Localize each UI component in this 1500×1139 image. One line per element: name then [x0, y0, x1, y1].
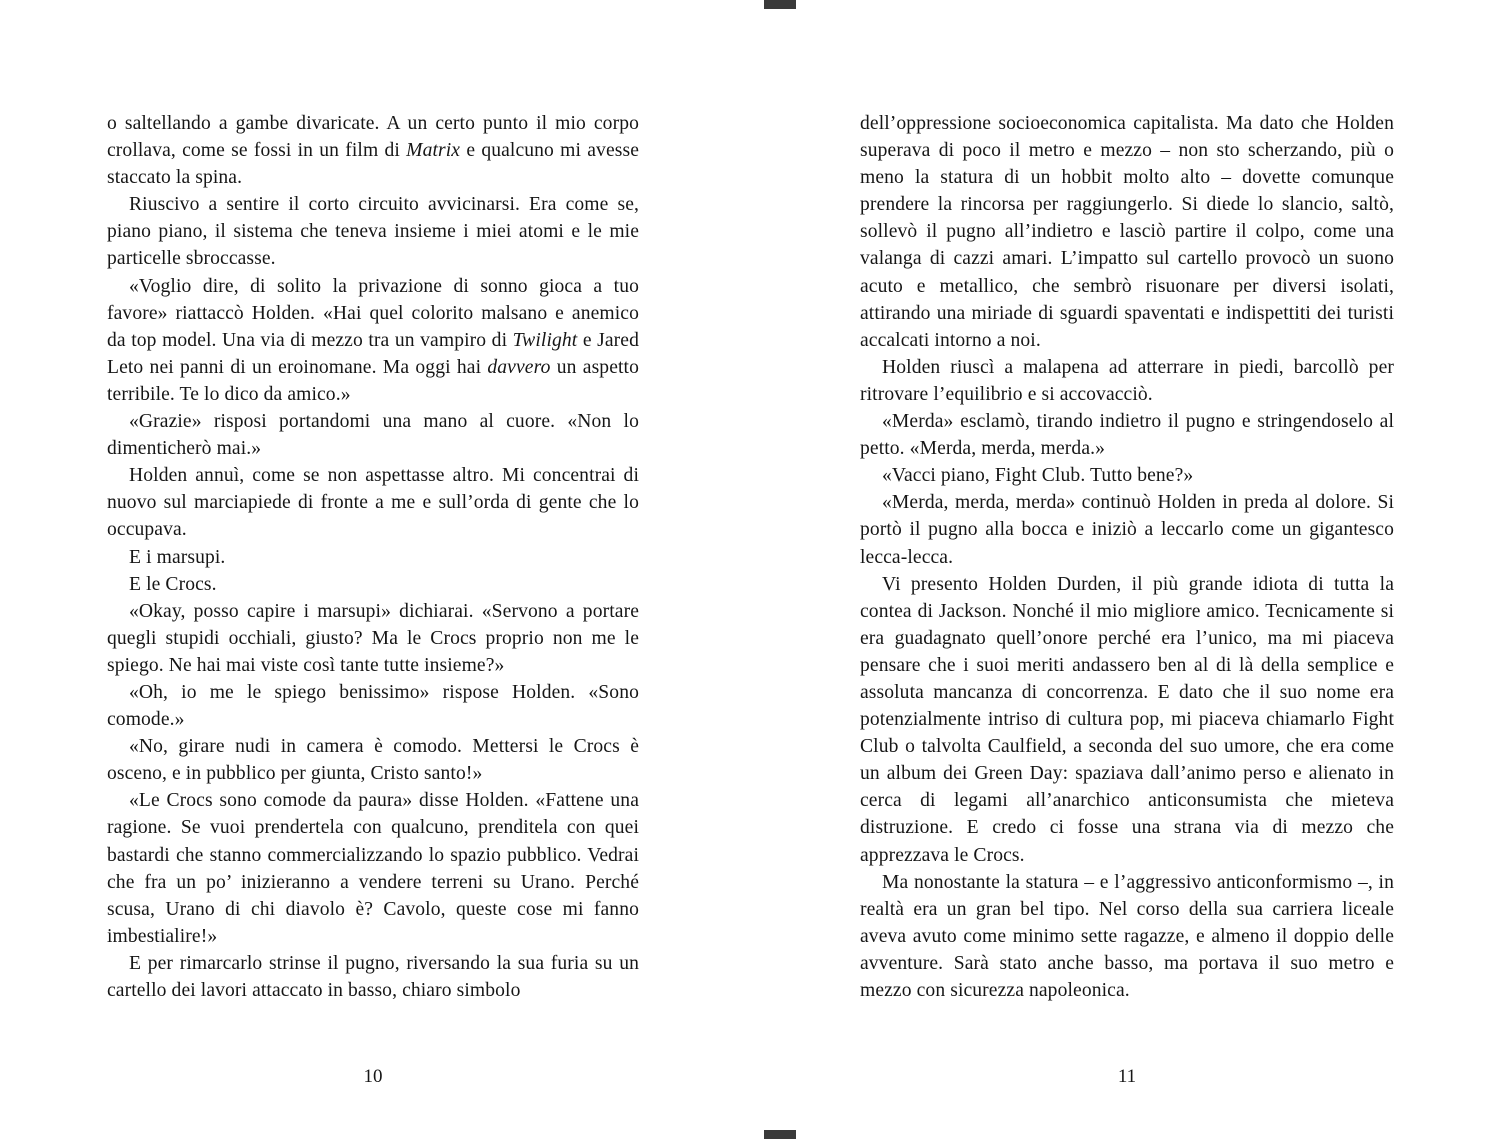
paragraph [107, 408, 639, 462]
italic-text-run: Matrix [406, 140, 461, 162]
text-run: Ma nonostante la statura – e l’aggressivo anticonformismo –, in realtà era un gran bel tipo. Nel corso della sua carriera liceale aveva avuto come minimo sette ragazze, e almeno il doppio delle avventure. Sarà stato anche basso, ma portava il suo metro e mezzo con sicurezza napoleonica. [860, 871, 1394, 1001]
text-run: «Grazie» risposi portandomi una mano al cuore. «Non lo dimenticherò mai.» [107, 411, 639, 460]
paragraph [860, 354, 1394, 408]
text-run: «Merda, merda, merda» continuò Holden in preda al dolore. Si portò il pugno alla bocca e iniziò a leccarlo come un gigantesco lecca-lecca. [860, 492, 1394, 568]
paragraph [860, 408, 1394, 462]
paragraph [107, 950, 639, 1004]
paragraph [860, 571, 1394, 869]
text-run: «No, girare nudi in camera è comodo. Mettersi le Crocs è osceno, e in pubblico per giunta, Cristo santo!» [107, 736, 639, 785]
text-run: Holden annuì, come se non aspettasse altro. Mi concentrai di nuovo sul marciapiede di fronte a me e sull’orda di gente che lo occupava. [107, 465, 639, 541]
text-run: «Le Crocs sono comode da paura» disse Holden. «Fattene una ragione. Se vuoi prendertela con qualcuno, prenditela con quei bastardi che stanno commercializzando lo spazio pubblico. Vedrai che fra un po’ inizieranno a vendere terreni su Urano. Perché scusa, Urano di chi diavolo è? Cavolo, queste cose mi fanno imbestialire!» [107, 790, 639, 947]
text-run: Vi presento Holden Durden, il più grande idiota di tutta la contea di Jackson. Nonché il mio migliore amico. Tecnicamente si era guadagnato quell’onore perché era l’unico, ma mi piaceva pensare che i suoi meriti andassero ben al di là della semplice e assoluta mancanza di concorrenza. E dato che il suo nome era potenzialmente intriso di cultura pop, mi piaceva chiamarlo Fight Club o talvolta Caulfield, a seconda del suo umore, che era come un album dei Green Day: spaziava dall’animo perso e alienato in cerca di legami all’anarchico anticonsumista che mieteva distruzione. E credo ci fosse una strana via di mezzo che apprezzava le Crocs. [860, 573, 1394, 866]
paragraph [107, 787, 639, 950]
page-10-number: 10 [363, 1066, 383, 1087]
paragraph [860, 489, 1394, 570]
paragraph [107, 733, 639, 787]
text-run: E per rimarcarlo strinse il pugno, riversando la sua furia su un cartello dei lavori attaccato in basso, chiaro simbolo [107, 952, 639, 1001]
paragraph [107, 571, 639, 598]
paragraph [107, 110, 639, 191]
text-run: E i marsupi. [129, 546, 226, 568]
text-run: un aspetto terribile. Te lo dico da amico.» [107, 356, 639, 405]
print-mark-bottom [764, 1130, 796, 1139]
page-10-text [107, 110, 639, 1004]
paragraph [107, 191, 639, 272]
text-run: o saltellando a gambe divaricate. A un certo punto il mio corpo crollava, come se fossi in un film di [107, 113, 639, 162]
paragraph [860, 462, 1394, 489]
text-run: «Vacci piano, Fight Club. Tutto bene?» [882, 465, 1194, 487]
text-run: E le Crocs. [129, 573, 217, 595]
paragraph [860, 869, 1394, 1004]
paragraph [107, 462, 639, 543]
paragraph [107, 544, 639, 571]
text-run: e Jared Leto nei panni di un eroinomane. Ma oggi hai [107, 329, 639, 378]
italic-text-run: davvero [487, 356, 551, 378]
text-run: Holden riuscì a malapena ad atterrare in piedi, barcollò per ritrovare l’equilibrio e si accovacciò. [860, 356, 1394, 405]
paragraph [860, 110, 1394, 354]
text-run: Riuscivo a sentire il corto circuito avvicinarsi. Era come se, piano piano, il sistema che teneva insieme i miei atomi e le mie particelle sbroccasse. [107, 194, 639, 270]
paragraph [107, 679, 639, 733]
text-run: «Oh, io me le spiego benissimo» rispose Holden. «Sono comode.» [107, 681, 639, 731]
text-run: e qualcuno mi avesse staccato la spina. [107, 140, 639, 189]
text-run: dell’oppressione socioeconomica capitalista. Ma dato che Holden superava di poco il metro e mezzo – non sto scherzando, più o meno la statura di un hobbit molto alto – dovette comunque prendere la rincorsa per raggiungerlo. Si diede lo slancio, saltò, sollevò il pugno all’indietro e lasciò partire il colpo, come una valanga di cazzi amari. L’impatto sul cartello provocò un suono acuto e metallico, che sembrò risuonare per diversi isolati, attirando una miriade di sguardi spaventati e indispettiti dei turisti accalcati intorno a noi. [860, 113, 1394, 351]
paragraph [107, 598, 639, 679]
page-11 [750, 0, 1500, 1139]
page-11-number: 11 [1117, 1066, 1137, 1087]
text-run: «Voglio dire, di solito la privazione di sonno gioca a tuo favore» riattaccò Holden. «Hai quel colorito malsano e anemico da top model. Una via di mezzo tra un vampiro di [107, 275, 639, 351]
text-run: «Okay, posso capire i marsupi» dichiarai. «Servono a portare quegli stupidi occhiali, giusto? Ma le Crocs proprio non me le spiego. Ne hai mai viste così tante tutte insieme?» [107, 600, 639, 676]
page-11-text [860, 110, 1394, 1004]
italic-text-run: Twilight [512, 329, 578, 351]
paragraph [107, 273, 639, 408]
text-run: «Merda» esclamò, tirando indietro il pugno e stringendoselo al petto. «Merda, merda, merda.» [860, 411, 1394, 460]
